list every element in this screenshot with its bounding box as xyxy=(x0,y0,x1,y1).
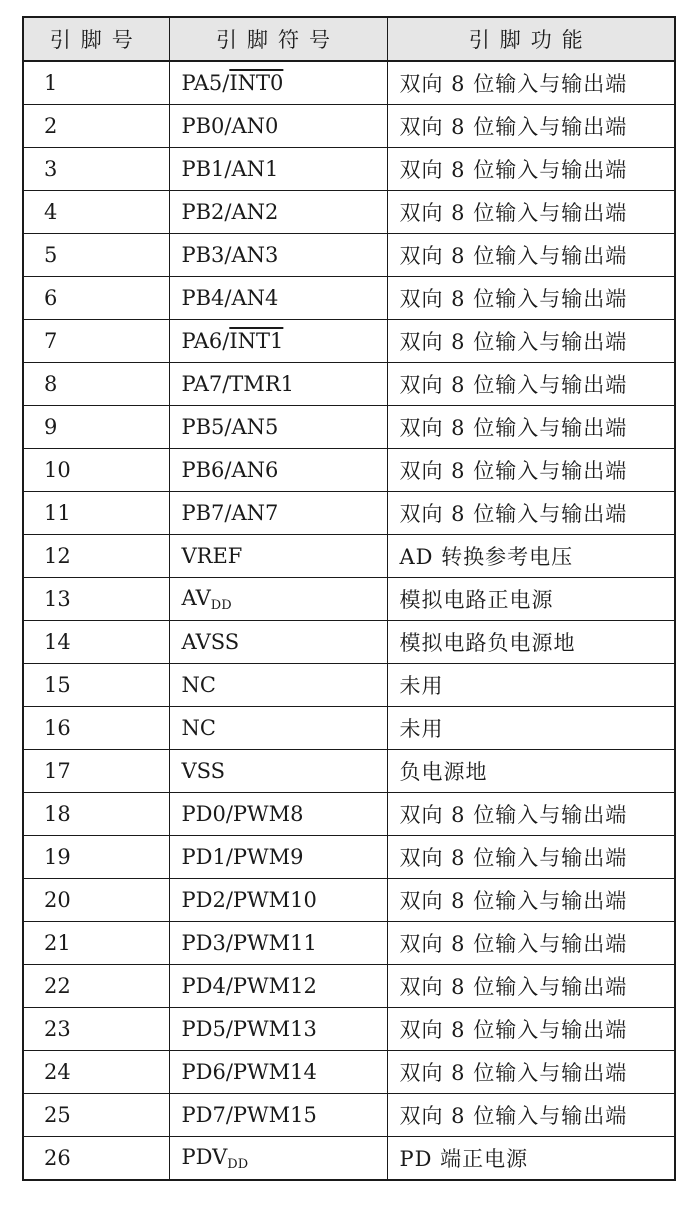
pin-table-sheet xyxy=(22,16,674,1181)
table-row xyxy=(23,621,675,664)
table-row xyxy=(23,492,675,535)
pin-function-cell: 双向 8 位输入与输出端 xyxy=(387,320,675,363)
table-row xyxy=(23,664,675,707)
pin-symbol-text: NC xyxy=(181,716,216,740)
pin-symbol-cell xyxy=(169,363,387,406)
table-row xyxy=(23,320,675,363)
pin-number-cell: 19 xyxy=(23,836,169,879)
pin-number-cell: 26 xyxy=(23,1137,169,1181)
table-row xyxy=(23,61,675,105)
pin-symbol-text: PB5/AN5 xyxy=(181,415,279,439)
pin-symbol-active-low: INT1 xyxy=(229,329,284,353)
pin-symbol-text: PA5/ xyxy=(181,71,230,95)
pin-symbol-cell xyxy=(169,535,387,578)
pin-symbol-cell xyxy=(169,965,387,1008)
pin-number-cell: 21 xyxy=(23,922,169,965)
pin-symbol-cell xyxy=(169,449,387,492)
pin-symbol-cell xyxy=(169,922,387,965)
pin-number-cell: 12 xyxy=(23,535,169,578)
pin-function-cell: 双向 8 位输入与输出端 xyxy=(387,449,675,492)
pin-number-cell: 15 xyxy=(23,664,169,707)
pin-symbol-text: PD6/PWM14 xyxy=(181,1060,317,1084)
pin-number-cell: 23 xyxy=(23,1008,169,1051)
pin-symbol-text: VREF xyxy=(181,544,243,568)
pin-number-cell: 22 xyxy=(23,965,169,1008)
pin-symbol-text: PD2/PWM10 xyxy=(181,888,317,912)
table-row xyxy=(23,191,675,234)
pin-symbol-subscript: DD xyxy=(227,1156,249,1172)
pin-function-cell: 双向 8 位输入与输出端 xyxy=(387,1008,675,1051)
pin-function-cell: 双向 8 位输入与输出端 xyxy=(387,148,675,191)
table-row xyxy=(23,406,675,449)
pin-function-cell: 双向 8 位输入与输出端 xyxy=(387,105,675,148)
table-row xyxy=(23,793,675,836)
table-row xyxy=(23,105,675,148)
pin-symbol-text: PB3/AN3 xyxy=(181,243,279,267)
pin-number-cell: 4 xyxy=(23,191,169,234)
pin-number-cell: 24 xyxy=(23,1051,169,1094)
pin-function-cell: 双向 8 位输入与输出端 xyxy=(387,406,675,449)
pin-symbol-text: AV xyxy=(181,585,211,610)
table-row xyxy=(23,277,675,320)
table-row xyxy=(23,707,675,750)
pin-function-cell: 双向 8 位输入与输出端 xyxy=(387,793,675,836)
pin-number-cell: 7 xyxy=(23,320,169,363)
pin-symbol-text: PD1/PWM9 xyxy=(181,845,304,869)
pin-symbol-text: PB0/AN0 xyxy=(181,114,279,138)
table-row xyxy=(23,1094,675,1137)
pin-table xyxy=(22,16,676,1181)
pin-symbol-cell xyxy=(169,621,387,664)
pin-symbol-text: PD3/PWM11 xyxy=(181,931,317,955)
pin-function-cell: AD 转换参考电压 xyxy=(387,535,675,578)
table-row xyxy=(23,965,675,1008)
pin-symbol-cell xyxy=(169,793,387,836)
pin-function-cell: 双向 8 位输入与输出端 xyxy=(387,363,675,406)
pin-symbol-text: PA6/ xyxy=(181,329,230,353)
pin-function-cell: 负电源地 xyxy=(387,750,675,793)
pin-symbol-cell xyxy=(169,61,387,105)
pin-number-cell: 5 xyxy=(23,234,169,277)
header-pin-symbol: 引脚符号 xyxy=(169,17,387,61)
pin-symbol-cell xyxy=(169,1051,387,1094)
pin-function-cell: 双向 8 位输入与输出端 xyxy=(387,965,675,1008)
pin-symbol-subscript: DD xyxy=(210,597,232,613)
pin-function-cell: 未用 xyxy=(387,664,675,707)
pin-function-cell: 双向 8 位输入与输出端 xyxy=(387,191,675,234)
header-pin-function: 引脚功能 xyxy=(387,17,675,61)
table-row xyxy=(23,234,675,277)
pin-symbol-text: PB6/AN6 xyxy=(181,458,279,482)
table-row xyxy=(23,836,675,879)
pin-symbol-cell xyxy=(169,879,387,922)
pin-number-cell: 17 xyxy=(23,750,169,793)
pin-symbol-text: PB4/AN4 xyxy=(181,286,279,310)
pin-number-cell: 13 xyxy=(23,578,169,621)
table-row xyxy=(23,449,675,492)
pin-number-cell: 6 xyxy=(23,277,169,320)
table-row xyxy=(23,363,675,406)
pin-number-cell: 8 xyxy=(23,363,169,406)
pin-symbol-cell xyxy=(169,1094,387,1137)
pin-symbol-text: VSS xyxy=(181,759,226,783)
pin-function-cell: 未用 xyxy=(387,707,675,750)
pin-number-cell: 20 xyxy=(23,879,169,922)
pin-number-cell: 2 xyxy=(23,105,169,148)
pin-symbol-cell xyxy=(169,707,387,750)
pin-symbol-cell xyxy=(169,148,387,191)
pin-number-cell: 1 xyxy=(23,61,169,105)
pin-function-cell: 双向 8 位输入与输出端 xyxy=(387,234,675,277)
table-row xyxy=(23,879,675,922)
pin-function-cell: 双向 8 位输入与输出端 xyxy=(387,922,675,965)
pin-number-cell: 3 xyxy=(23,148,169,191)
table-row xyxy=(23,750,675,793)
pin-function-cell: 双向 8 位输入与输出端 xyxy=(387,277,675,320)
pin-number-cell: 9 xyxy=(23,406,169,449)
pin-symbol-active-low: INT0 xyxy=(229,71,284,95)
table-row xyxy=(23,922,675,965)
table-row xyxy=(23,148,675,191)
pin-symbol-text: PD0/PWM8 xyxy=(181,802,304,826)
pin-function-cell: 双向 8 位输入与输出端 xyxy=(387,61,675,105)
table-row xyxy=(23,535,675,578)
pin-symbol-text: PD5/PWM13 xyxy=(181,1017,317,1041)
pin-symbol-cell xyxy=(169,277,387,320)
pin-symbol-text: PA7/TMR1 xyxy=(181,372,294,396)
pin-number-cell: 14 xyxy=(23,621,169,664)
pin-symbol-text: PD4/PWM12 xyxy=(181,974,317,998)
pin-symbol-cell xyxy=(169,191,387,234)
table-row xyxy=(23,1051,675,1094)
pin-number-cell: 11 xyxy=(23,492,169,535)
pin-function-cell: PD 端正电源 xyxy=(387,1137,675,1181)
pin-symbol-text: PB1/AN1 xyxy=(181,157,279,181)
pin-symbol-text: NC xyxy=(181,673,216,697)
pin-function-cell: 模拟电路负电源地 xyxy=(387,621,675,664)
pin-number-cell: 25 xyxy=(23,1094,169,1137)
pin-symbol-text: AVSS xyxy=(181,630,240,654)
table-row xyxy=(23,1008,675,1051)
pin-symbol-text: PDV xyxy=(181,1144,228,1169)
pin-number-cell: 18 xyxy=(23,793,169,836)
pin-symbol-text: PD7/PWM15 xyxy=(181,1103,317,1127)
header-pin-number: 引脚号 xyxy=(23,17,169,61)
pin-symbol-cell xyxy=(169,836,387,879)
pin-function-cell: 双向 8 位输入与输出端 xyxy=(387,1051,675,1094)
pin-symbol-cell xyxy=(169,320,387,363)
table-body xyxy=(23,61,675,1180)
pin-symbol-text: PB7/AN7 xyxy=(181,501,279,525)
table-row xyxy=(23,1137,675,1181)
pin-function-cell: 双向 8 位输入与输出端 xyxy=(387,836,675,879)
pin-symbol-cell xyxy=(169,105,387,148)
pin-symbol-cell xyxy=(169,1008,387,1051)
pin-number-cell: 10 xyxy=(23,449,169,492)
pin-function-cell: 双向 8 位输入与输出端 xyxy=(387,492,675,535)
pin-symbol-cell xyxy=(169,1137,387,1181)
pin-symbol-cell xyxy=(169,492,387,535)
table-row xyxy=(23,578,675,621)
pin-function-cell: 双向 8 位输入与输出端 xyxy=(387,879,675,922)
pin-symbol-text: PB2/AN2 xyxy=(181,200,279,224)
table-header-row xyxy=(23,17,675,61)
pin-symbol-cell xyxy=(169,406,387,449)
pin-symbol-cell xyxy=(169,578,387,621)
pin-number-cell: 16 xyxy=(23,707,169,750)
pin-symbol-cell xyxy=(169,664,387,707)
pin-symbol-cell xyxy=(169,234,387,277)
pin-function-cell: 模拟电路正电源 xyxy=(387,578,675,621)
pin-function-cell: 双向 8 位输入与输出端 xyxy=(387,1094,675,1137)
pin-symbol-cell xyxy=(169,750,387,793)
